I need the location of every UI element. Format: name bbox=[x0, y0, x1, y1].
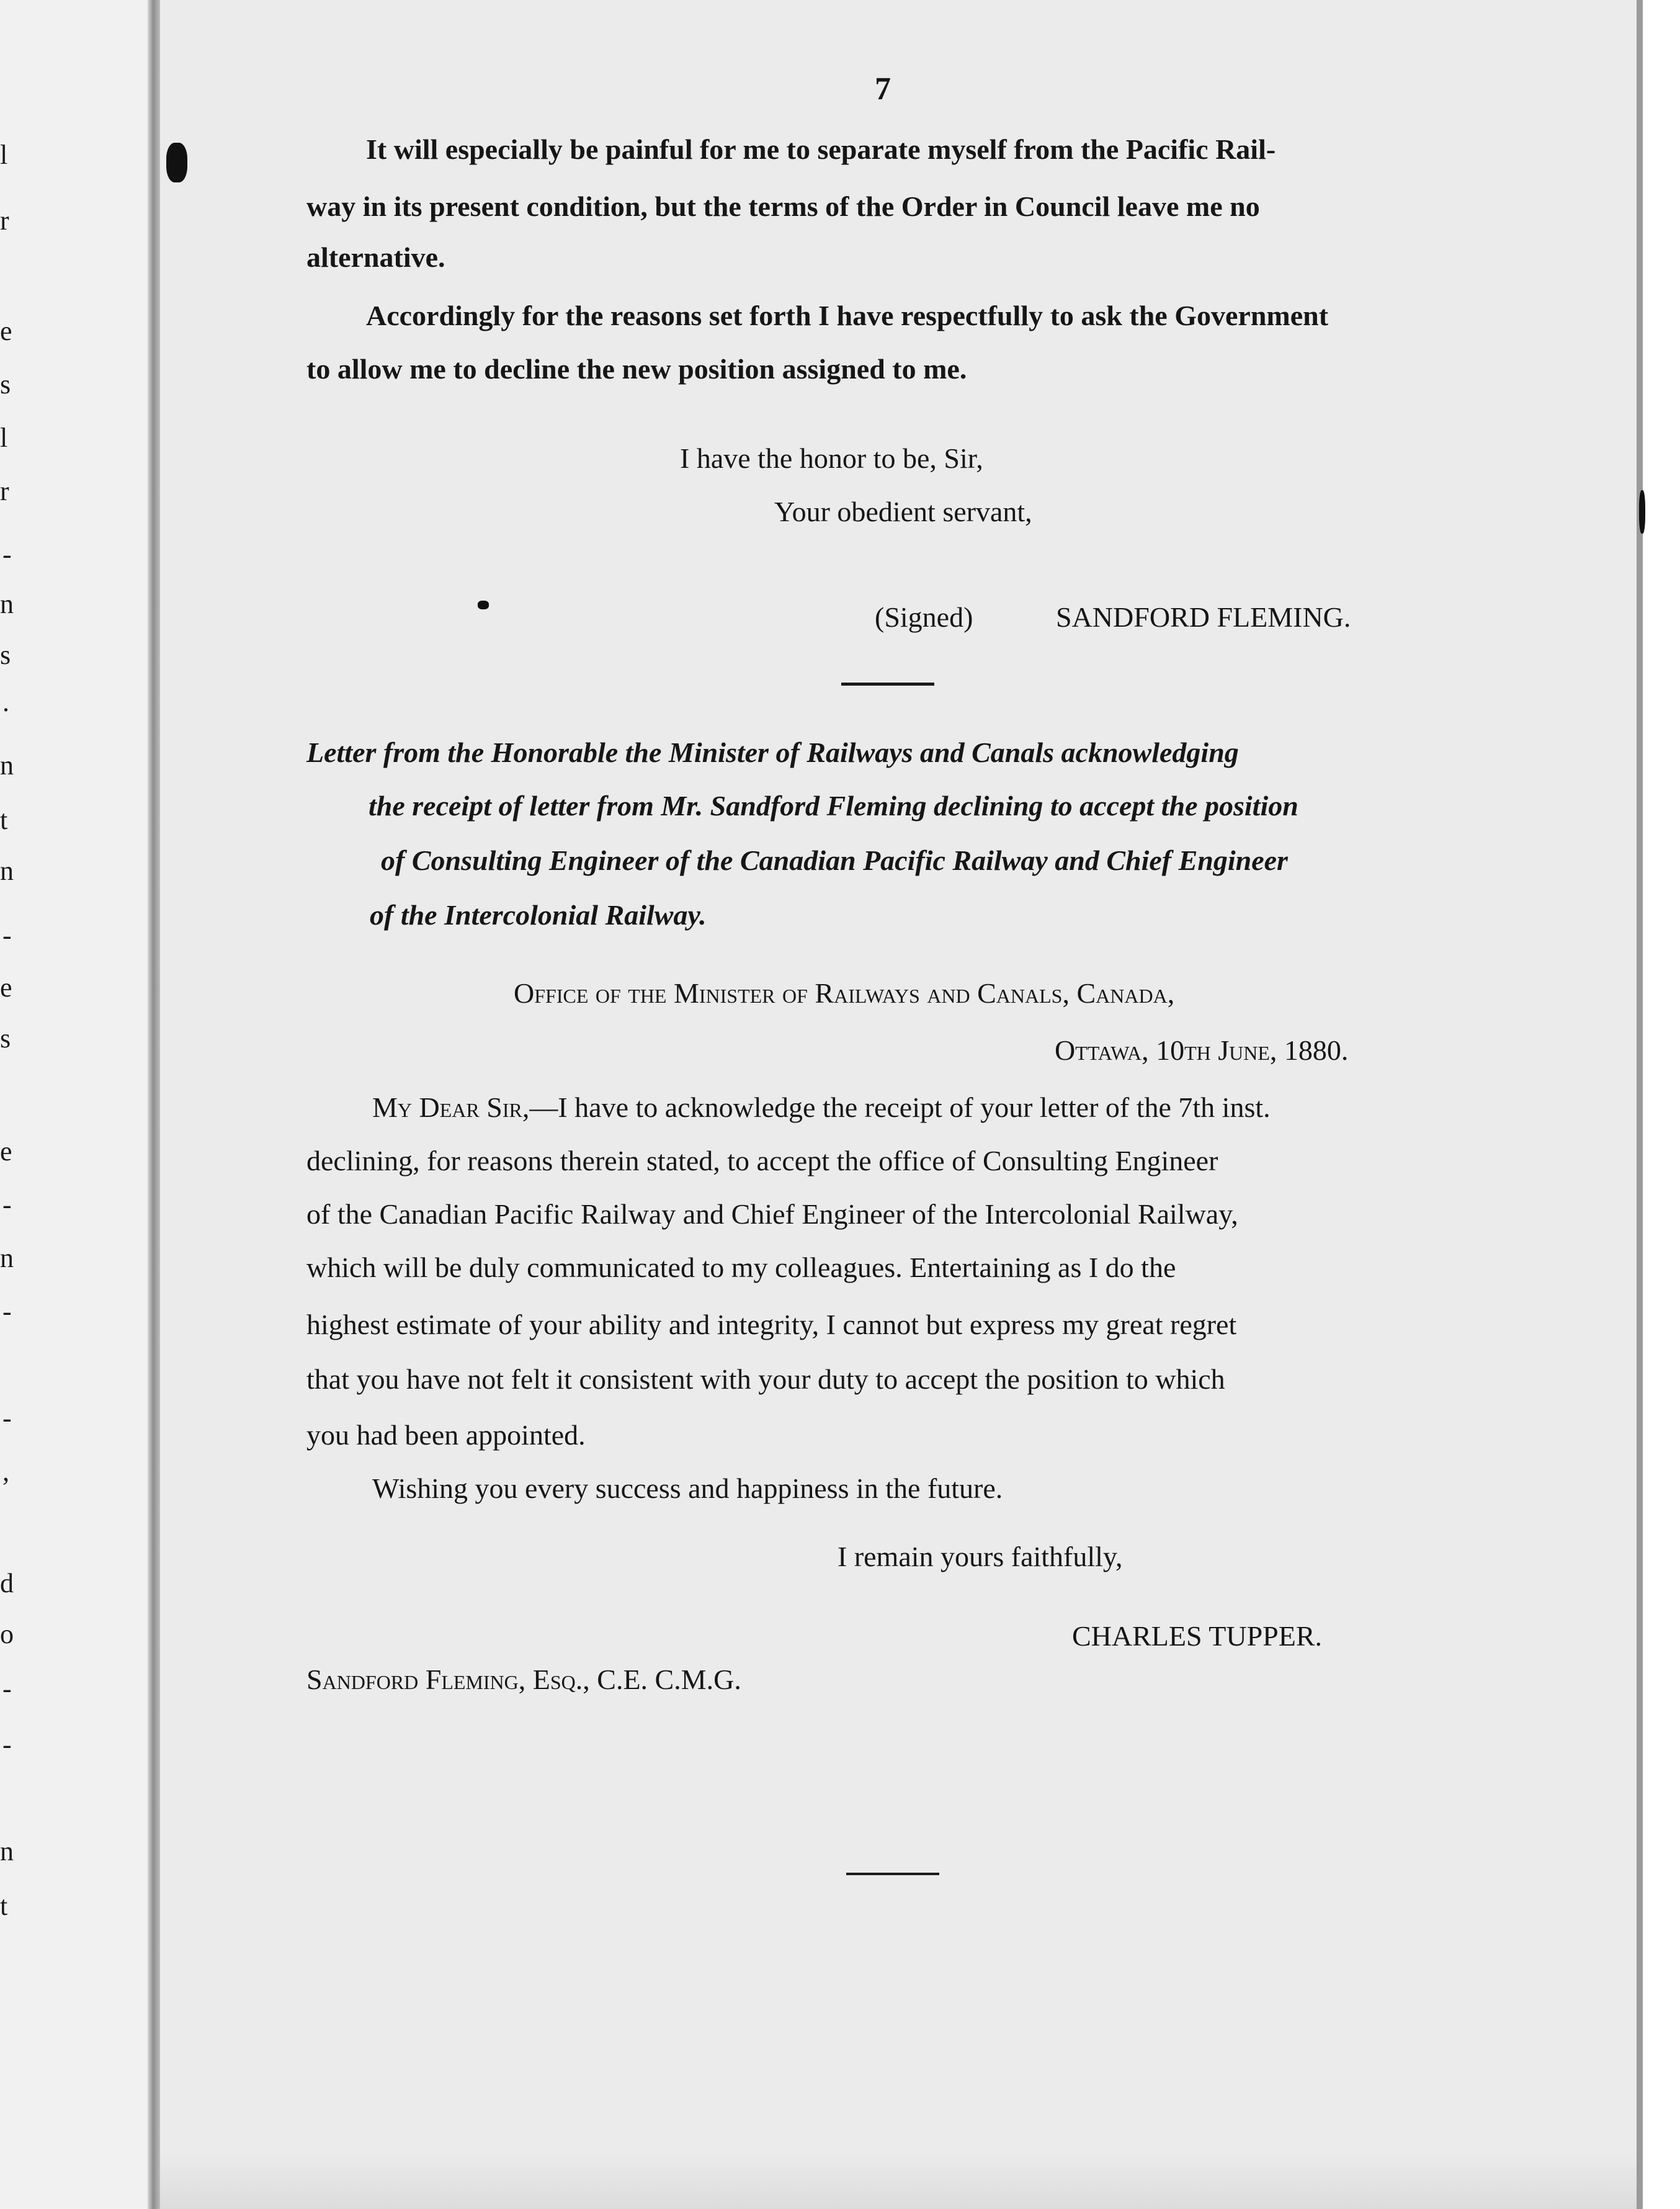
facing-page-char: s bbox=[0, 640, 11, 670]
facing-page-char: t bbox=[0, 805, 8, 835]
facing-page-char: - bbox=[2, 920, 12, 951]
facing-page-char: e bbox=[0, 1136, 12, 1167]
letter2-office-line: Office of the Minister of Railways and Canals, Canada, bbox=[514, 977, 1175, 1009]
letter1-signature: SANDFORD FLEMING. bbox=[1056, 601, 1351, 633]
facing-page-char: s bbox=[0, 1023, 11, 1054]
letter2-signature: CHARLES TUPPER. bbox=[1072, 1620, 1323, 1652]
letter1-closing-line2: Your obedient servant, bbox=[774, 496, 1032, 527]
facing-page-char: l bbox=[0, 423, 8, 453]
facing-page-char: t bbox=[0, 1891, 8, 1921]
letter2-addressee: Sandford Fleming, Esq., C.E. C.M.G. bbox=[306, 1664, 741, 1695]
letter1-p2-line1: Accordingly for the reasons set forth I have respectfully to ask the Government bbox=[366, 300, 1329, 331]
letter1-p1-line2: way in its present condition, but the terms of the Order in Council leave me no bbox=[306, 190, 1260, 222]
letter2-place-date bbox=[1055, 1036, 1348, 1065]
page-edge bbox=[1637, 0, 1643, 2209]
facing-page-char: l bbox=[0, 140, 8, 170]
facing-page-char: n bbox=[0, 750, 14, 781]
letter2-body-line1 bbox=[372, 1093, 1271, 1122]
facing-page-char: o bbox=[0, 1619, 14, 1649]
facing-page-char: - bbox=[2, 1729, 12, 1760]
letter1-p1-line1: It will especially be painful for me to separate myself from the Pacific Rail- bbox=[366, 133, 1276, 165]
facing-page-char: - bbox=[2, 1674, 12, 1704]
facing-page-margin bbox=[0, 0, 153, 2209]
facing-page-char: . bbox=[2, 687, 9, 717]
ink-speck bbox=[166, 143, 187, 182]
book-gutter bbox=[148, 0, 160, 2209]
end-divider bbox=[846, 1873, 939, 1875]
facing-page-char: n bbox=[0, 856, 14, 886]
letter2-heading-line3: of Consulting Engineer of the Canadian Pacific Railway and Chief Engineer bbox=[381, 845, 1288, 876]
page-bottom-shade bbox=[160, 2153, 1637, 2209]
letter1-p1-line3: alternative. bbox=[306, 241, 445, 273]
letter2-body-line1-text: —I have to acknowledge the receipt of your letter of the 7th inst. bbox=[529, 1091, 1271, 1123]
letter2-wishing-line: Wishing you every success and happiness in the future. bbox=[372, 1472, 1003, 1504]
letter2-heading-line2: the receipt of letter from Mr. Sandford Fleming declining to accept the position bbox=[369, 790, 1298, 822]
facing-page-char: r bbox=[0, 205, 9, 236]
facing-page-char: r bbox=[0, 476, 9, 506]
letter1-p2-line2: to allow me to decline the new position assigned to me. bbox=[306, 353, 967, 385]
letter2-body-line6: that you have not felt it consistent with your duty to accept the position to which bbox=[306, 1363, 1225, 1395]
letter1-closing-line1: I have the honor to be, Sir, bbox=[680, 442, 983, 474]
facing-page-char: - bbox=[2, 1403, 12, 1433]
letter2-body-line5: highest estimate of your ability and integrity, I cannot but express my great regret bbox=[306, 1309, 1237, 1340]
letter2-closing: I remain yours faithfully, bbox=[838, 1541, 1123, 1572]
letter2-salutation: My Dear Sir, bbox=[372, 1091, 530, 1123]
facing-page-char: e bbox=[0, 316, 12, 346]
letter1-signed-label: (Signed) bbox=[875, 601, 973, 633]
facing-page-char: - bbox=[2, 1296, 12, 1327]
facing-page-char: - bbox=[2, 1190, 12, 1220]
facing-page-char: s bbox=[0, 369, 11, 400]
letter2-body-line7: you had been appointed. bbox=[306, 1419, 586, 1451]
letter2-place-date-text: Ottawa, 10th June, 1880. bbox=[1055, 1034, 1349, 1066]
facing-page-char: n bbox=[0, 589, 14, 619]
letter2-heading-line4: of the Intercolonial Railway. bbox=[370, 899, 707, 931]
facing-page-char: e bbox=[0, 972, 12, 1003]
section-divider bbox=[841, 683, 934, 686]
facing-page-char: - bbox=[2, 539, 12, 570]
facing-page-char: n bbox=[0, 1243, 14, 1273]
facing-page-char: n bbox=[0, 1836, 14, 1866]
letter2-body-line2: declining, for reasons therein stated, to accept the office of Consulting Engineer bbox=[306, 1145, 1218, 1176]
page-number: 7 bbox=[875, 71, 891, 107]
ink-speck bbox=[1639, 490, 1645, 534]
outer-background bbox=[1643, 0, 1680, 2209]
ink-speck bbox=[478, 601, 489, 609]
letter2-body-line4: which will be duly communicated to my colleagues. Entertaining as I do the bbox=[306, 1252, 1176, 1283]
letter2-body-line3: of the Canadian Pacific Railway and Chief Engineer of the Intercolonial Railway, bbox=[306, 1198, 1238, 1230]
facing-page-char: , bbox=[2, 1456, 9, 1487]
facing-page-char: d bbox=[0, 1568, 14, 1598]
letter2-heading-line1: Letter from the Honorable the Minister of Railways and Canals acknowledging bbox=[306, 737, 1239, 768]
